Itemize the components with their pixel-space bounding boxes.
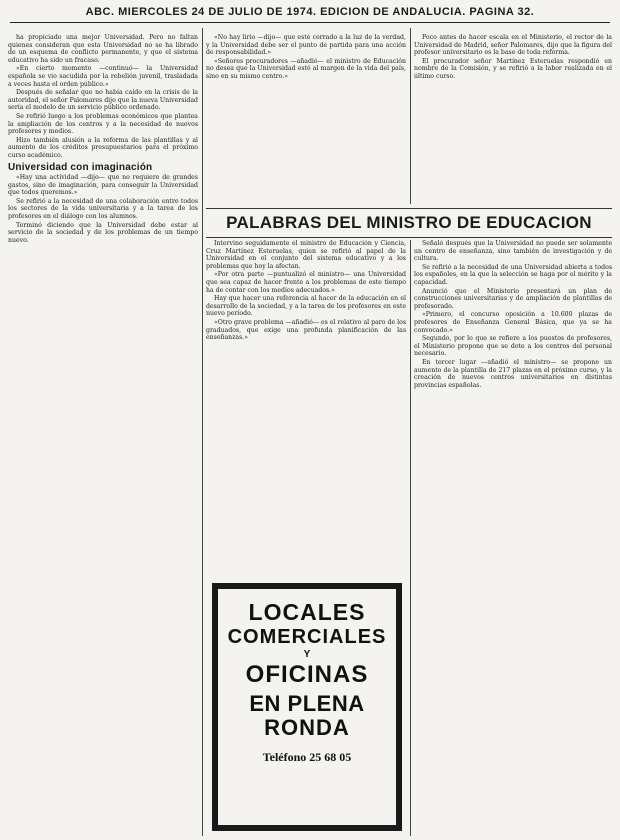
ad-comerciales: COMERCIALES: [227, 626, 387, 648]
paragraph: Hay que hacer una referencia al hacer de la educación en el desarrollo de la sociedad, y a la tarea de los profesores en este nuevo período.: [206, 295, 406, 318]
paragraph: Intervino seguidamente el ministro de Educación y Ciencia, Cruz Martínez Esteruelas, quien se refirió al papel de la Universidad en el conjunto del sistema educativo y a los problemas que hoy la afectan.: [206, 240, 406, 270]
paragraph: «Hay una actividad —dijo— que no requiere de grandes gastos, sino de imaginación, para conseguir la Universidad que todos queremos.»: [8, 174, 198, 197]
column-divider: [410, 240, 411, 836]
header-date: ABC. MIERCOLES 24 DE JULIO DE 1974.: [85, 6, 317, 18]
column-2-top: [206, 34, 406, 202]
column-divider: [202, 28, 203, 836]
paragraph: «Señores procuradores —añadió— el ministro de Educación no desea que la Universidad esté al margen de la vida del país, sino en su mismo centro.»: [206, 57, 406, 80]
paragraph: Anunció que el Ministerio presentará un plan de construcciones universitarias y de ampliación de plantillas de profesorado.: [414, 287, 612, 310]
paragraph: Segundo, por lo que se refiere a los puestos de profesores, el Ministerio propone que se dote a los centros del personal necesario.: [414, 335, 612, 358]
paragraph: Se refirió a la necesidad de una Universidad abierta a todos los españoles, en la que la selección se haga por el mérito y la capacidad.: [414, 263, 612, 286]
ad-ronda: RONDA: [264, 715, 350, 740]
paragraph: «Por otra parte —puntualizó el ministro— una Universidad que sea capaz de hacer frente a los problemas de este tiempo ha de contar con los medios adecuados.»: [206, 271, 406, 294]
paragraph: El procurador señor Martínez Esteruelas respondió en nombre de la Comisión, y se refirió a la labor realizada en el último curso.: [414, 57, 612, 80]
paragraph: «Otro grave problema —añadió— es el relativo al paro de los graduados, que exige una profunda planificación de las enseñanzas.»: [206, 318, 406, 342]
advertisement-box: [212, 583, 402, 831]
paragraph: «No hay lirio —dijo— que esté cerrado a la luz de la verdad, y la Universidad debe ser el punto de partida para una acción de responsabilidad.»: [206, 34, 406, 57]
advertisement-content: [218, 589, 396, 825]
column-3-article: [414, 240, 612, 840]
paragraph: Se refirió a la necesidad de una colaboración entre todos los sectores de la vida universitaria y a la tarea de los profesores en el diálogo con los alumnos.: [8, 197, 198, 221]
header-page: PAGINA 32.: [469, 6, 535, 18]
ad-oficinas: OFICINAS: [245, 661, 369, 688]
paragraph: Hizo también alusión a la reforma de las plantillas y al aumento de los créditos presupuestarios para el próximo curso académico.: [8, 136, 198, 159]
paragraph: Terminó diciendo que la Universidad debe estar al servicio de la sociedad y de los problemas de un tiempo nuevo.: [8, 221, 198, 244]
paragraph: «Primero, el concurso oposición a 10.600 plazas de profesores de Enseñanza General Básica, que ya se ha convocado.»: [414, 311, 612, 334]
column-divider: [410, 28, 411, 204]
ad-locales: LOCALES: [248, 599, 366, 625]
column-1: [8, 34, 198, 834]
article-title: PALABRAS DEL MINISTRO DE EDUCACION: [206, 208, 612, 238]
ad-connector: Y: [303, 649, 311, 660]
ad-en-plena: EN PLENA: [249, 691, 365, 716]
header-edition: EDICION DE ANDALUCIA.: [320, 6, 466, 18]
column-3-top: [414, 34, 612, 202]
section-subhead: Universidad con imaginación: [8, 161, 153, 173]
paragraph: Se refirió luego a los problemas económicos que plantea la ampliación de los centros y a la necesidad de nuevos profesores y medios.: [8, 112, 198, 136]
paragraph: En tercer lugar —añadió el ministro— se propone un aumento de la plantilla de 217 plazas en el próximo curso, y la creación de nuevos centros universitarios en distintas provincias españolas.: [414, 358, 612, 389]
paragraph: «En cierto momento —continuó— la Universidad española se vio sacudida por la rebelión juvenil, trasladada a veces hasta el orden público.»: [8, 65, 198, 88]
page-header: [10, 6, 610, 23]
paragraph: Poco antes de hacer escala en el Ministerio, el rector de la Universidad de Madrid, señor Palomares, dijo que la figura del profesor universitario es la base de toda reforma.: [414, 34, 612, 57]
paragraph: ha propiciado una mejor Universidad. Pero no faltan quienes consideran que esta Universidad no se ha librado de un esquema de conflicto permanente, y que el sistema educativo ha sido un fracaso.: [8, 34, 198, 64]
column-2-article: [206, 240, 406, 572]
paragraph: Señaló después que la Universidad no puede ser solamente un centro de enseñanza, sino también de investigación y de cultura.: [414, 240, 612, 263]
paragraph: Después de señalar que no había caído en la crisis de la autoridad, el señor Palomares dijo que la nueva Universidad sería el modelo de un servicio público ordenado.: [8, 89, 198, 112]
ad-phone: Teléfono 25 68 05: [262, 750, 352, 764]
